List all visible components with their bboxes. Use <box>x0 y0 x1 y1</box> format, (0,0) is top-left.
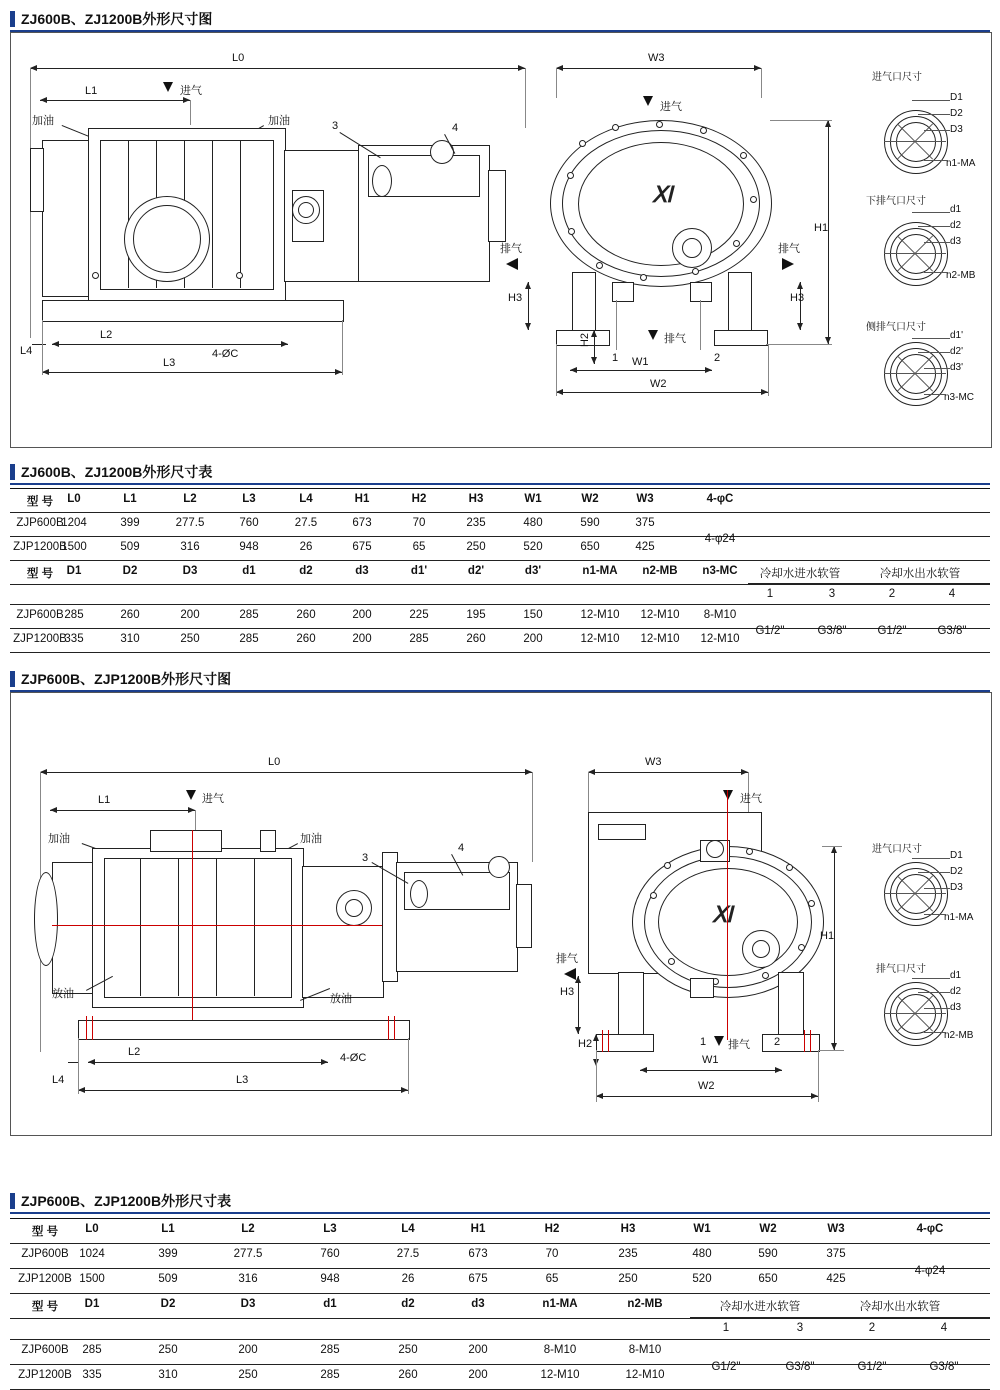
water-hose-value: G1/2" <box>877 625 907 637</box>
table-cell: 27.5 <box>294 517 318 529</box>
table-cell: 260 <box>296 633 316 645</box>
table-cell: 520 <box>692 1273 712 1285</box>
flange3-n3MC: n3-MC <box>944 392 975 403</box>
table-header-型号: 型 号 <box>31 1226 59 1238</box>
table-header-L2: L2 <box>183 493 197 505</box>
water-outlet-header: 冷却水出水软管 <box>859 1301 941 1313</box>
table-header-型号: 型 号 <box>26 496 54 508</box>
section-title-4 <box>10 1190 990 1214</box>
table-header2-d2: d2 <box>299 565 313 577</box>
table-cell: 285 <box>239 609 259 621</box>
table-header2-d2: d2' <box>467 565 485 577</box>
table-cell: 8-M10 <box>628 1344 662 1356</box>
table-cell: 200 <box>352 609 372 621</box>
table-cell-phi-merged: 4-φ24 <box>914 1265 946 1277</box>
dim2-4phiC: 4-ØC <box>340 1052 367 1064</box>
intake-label-4: 进气 <box>740 793 762 805</box>
table-rule <box>10 512 990 513</box>
table-cell: 399 <box>120 517 140 529</box>
table-header-L2: L2 <box>241 1223 255 1235</box>
table-cell: 675 <box>352 541 372 553</box>
flange2-n2MB: n2-MB <box>946 270 976 281</box>
table-cell: 70 <box>412 517 426 529</box>
intake-label-2: 进气 <box>660 101 682 113</box>
table-cell: 250 <box>618 1273 638 1285</box>
water-hose-number: 4 <box>948 588 956 600</box>
table-header2-D3: D3 <box>240 1298 256 1310</box>
flange2-title-intake: 进气口尺寸 <box>872 844 922 855</box>
table-cell: 260 <box>398 1369 418 1381</box>
table-cell: 760 <box>320 1248 340 1260</box>
table-cell: 375 <box>826 1248 846 1260</box>
title-accent-bar-2 <box>10 464 15 480</box>
table-header-L1: L1 <box>161 1223 175 1235</box>
exhaust-left-arrow <box>506 258 518 270</box>
flange1-n1MA: n1-MA <box>946 158 976 169</box>
table-cell: 250 <box>158 1344 178 1356</box>
table-header2-型号: 型 号 <box>26 568 54 580</box>
dim-L3: L3 <box>163 357 176 369</box>
dim-H3-left: H3 <box>508 292 523 304</box>
table-cell: 235 <box>618 1248 638 1260</box>
exhaust-bottom-label: 排气 <box>664 333 686 345</box>
water-hose-number: 3 <box>796 1322 804 1334</box>
table-cell: ZJP1200B <box>18 1369 72 1381</box>
oil-fill-right-label: 加油 <box>268 115 290 127</box>
table-header2-D3: D3 <box>182 565 198 577</box>
table-header2-D1: D1 <box>66 565 82 577</box>
dim2-H1: H1 <box>820 930 835 942</box>
table-header-H3: H3 <box>620 1223 636 1235</box>
flange-title-side-exhaust: 侧排气口尺寸 <box>866 322 926 333</box>
table-rule <box>10 1318 990 1319</box>
table-cell: 200 <box>468 1369 488 1381</box>
table-cell: 8-M10 <box>543 1344 577 1356</box>
flange2b-n2MB: n2-MB <box>944 1030 974 1041</box>
oil-drain-left-label: 放油 <box>52 988 74 1000</box>
table-cell: 509 <box>158 1273 178 1285</box>
table-cell: 480 <box>523 517 543 529</box>
table-cell: 399 <box>158 1248 178 1260</box>
dim-H3-right: H3 <box>790 292 805 304</box>
table-rule <box>10 1293 990 1294</box>
water-inlet-header: 冷却水进水软管 <box>719 1301 801 1313</box>
table-cell: 760 <box>239 517 259 529</box>
callout-2-front: 2 <box>714 352 721 364</box>
exhaust-bottom-arrow <box>648 330 658 340</box>
water-hose-value: G3/8" <box>929 1361 959 1373</box>
table-cell: 285 <box>320 1369 340 1381</box>
table-cell: 590 <box>580 517 600 529</box>
table-cell: 375 <box>635 517 655 529</box>
section-title-2 <box>10 461 990 485</box>
table-cell: ZJP600B <box>16 517 64 529</box>
table-header2-型号: 型 号 <box>31 1301 59 1313</box>
table-header-4-φC: 4-φC <box>706 493 734 505</box>
title-accent-bar-3 <box>10 671 15 687</box>
water-hose-value: G1/2" <box>711 1361 741 1373</box>
table-header2-D1: D1 <box>84 1298 100 1310</box>
table-rule <box>10 488 990 489</box>
table-cell: 1024 <box>79 1248 105 1260</box>
dim2-W1: W1 <box>702 1054 719 1066</box>
water-outlet-header: 冷却水出水软管 <box>879 568 961 580</box>
table-rule <box>748 583 990 584</box>
table-cell: 1204 <box>61 517 87 529</box>
exhaust-left-label: 排气 <box>500 243 522 255</box>
water-hose-number: 2 <box>888 588 896 600</box>
manufacturer-logo: Ⅺ <box>652 182 673 207</box>
table-cell: 520 <box>523 541 543 553</box>
table-cell: 590 <box>758 1248 778 1260</box>
table-rule <box>10 536 990 537</box>
table-rule <box>10 1243 990 1244</box>
table-rule <box>10 604 990 605</box>
oil-drain-right-label: 放油 <box>330 993 352 1005</box>
flange2b-d2: d2 <box>950 986 962 997</box>
water-hose-number: 2 <box>868 1322 876 1334</box>
table-cell: 285 <box>239 633 259 645</box>
table-rule <box>10 1339 990 1340</box>
callout-3: 3 <box>332 120 339 132</box>
table-rule <box>10 1268 990 1269</box>
table-rule <box>10 584 990 585</box>
table-cell: 12-M10 <box>700 633 740 645</box>
table-cell: 650 <box>580 541 600 553</box>
table-header2-d1: d1' <box>410 565 428 577</box>
table-header-W2: W2 <box>581 493 599 505</box>
table-cell: 335 <box>64 633 84 645</box>
dim2-L1: L1 <box>98 794 111 806</box>
table-cell: 277.5 <box>233 1248 263 1260</box>
water-hose-value: G3/8" <box>817 625 847 637</box>
section-title-2-text: ZJ600B、ZJ1200B外形尺寸表 <box>21 464 213 480</box>
table-header-L3: L3 <box>242 493 256 505</box>
table-header-W3: W3 <box>636 493 654 505</box>
dim2-W2: W2 <box>698 1080 715 1092</box>
dim-4phiC-1: 4-ØC <box>212 348 239 360</box>
table-header2-d1: d1 <box>242 565 256 577</box>
dim-W3: W3 <box>648 52 665 64</box>
table-rule <box>10 1218 990 1219</box>
callout2-2-front: 2 <box>774 1036 781 1048</box>
table-cell: 12-M10 <box>580 609 620 621</box>
table-header-W2: W2 <box>759 1223 777 1235</box>
water-hose-value: G3/8" <box>785 1361 815 1373</box>
table-cell: ZJP600B <box>21 1344 69 1356</box>
dim-W1: W1 <box>632 356 649 368</box>
table-cell: 316 <box>238 1273 258 1285</box>
section-title-3 <box>10 668 990 692</box>
table-header-W1: W1 <box>524 493 542 505</box>
flange3-d1p: d1' <box>950 330 964 341</box>
table-header-H2: H2 <box>411 493 427 505</box>
table-header2-d3: d3' <box>524 565 542 577</box>
table-header2-d3: d3 <box>471 1298 485 1310</box>
dim2-H3: H3 <box>560 986 575 998</box>
table-header2-d3: d3 <box>355 565 369 577</box>
table-cell: 12-M10 <box>540 1369 580 1381</box>
table-cell: 250 <box>238 1369 258 1381</box>
dim-L0: L0 <box>232 52 245 64</box>
table-cell: 425 <box>635 541 655 553</box>
table-header2-n2-MB: n2-MB <box>627 1298 663 1310</box>
intake-label-3: 进气 <box>202 793 224 805</box>
flange2-d3: d3 <box>950 236 962 247</box>
exhaust2-bottom-arrow <box>714 1036 724 1046</box>
section-title-4-text: ZJP600B、ZJP1200B外形尺寸表 <box>21 1193 232 1209</box>
flange2-d1: d1 <box>950 204 962 215</box>
table-cell: 12-M10 <box>640 633 680 645</box>
flange-title-bottom-exhaust: 下排气口尺寸 <box>866 196 926 207</box>
section-title-1 <box>10 8 990 32</box>
table-header-H1: H1 <box>354 493 370 505</box>
intake-arrow-1 <box>163 82 173 92</box>
water-hose-number: 1 <box>722 1322 730 1334</box>
table-cell: 1500 <box>61 541 87 553</box>
dim2-W3: W3 <box>645 756 662 768</box>
callout-1-front: 1 <box>612 352 619 364</box>
table-cell: 235 <box>466 517 486 529</box>
table-header-H2: H2 <box>544 1223 560 1235</box>
table-cell: 285 <box>82 1344 102 1356</box>
table-cell: ZJP600B <box>21 1248 69 1260</box>
table-cell: 948 <box>320 1273 340 1285</box>
water-hose-value: G1/2" <box>755 625 785 637</box>
exhaust2-left-label: 排气 <box>556 953 578 965</box>
table-header-W3: W3 <box>827 1223 845 1235</box>
table-cell: 310 <box>120 633 140 645</box>
oil-fill-left-label: 加油 <box>32 115 54 127</box>
dim-L2: L2 <box>100 329 113 341</box>
dim2-L4: L4 <box>52 1074 65 1086</box>
table-cell: 260 <box>466 633 486 645</box>
callout2-4: 4 <box>458 842 465 854</box>
table-cell: 277.5 <box>175 517 205 529</box>
water-hose-number: 3 <box>828 588 836 600</box>
flange-title-intake: 进气口尺寸 <box>872 72 922 83</box>
table-header2-D2: D2 <box>160 1298 176 1310</box>
flange3-d2p: d2' <box>950 346 964 357</box>
table-cell: 27.5 <box>396 1248 420 1260</box>
oil-fill-left-label-2: 加油 <box>48 833 70 845</box>
table-header2-n2-MB: n2-MB <box>642 565 678 577</box>
dim-H1: H1 <box>814 222 829 234</box>
table-rule <box>690 1317 990 1318</box>
table-cell: 310 <box>158 1369 178 1381</box>
exhaust2-bottom-label: 排气 <box>728 1039 750 1051</box>
table-cell: 285 <box>64 609 84 621</box>
table-cell: 425 <box>826 1273 846 1285</box>
dim-L1: L1 <box>85 85 98 97</box>
table-cell: ZJP1200B <box>13 633 67 645</box>
table-cell: 650 <box>758 1273 778 1285</box>
dim-L4: L4 <box>20 345 33 357</box>
flange2b-d3: d3 <box>950 1002 962 1013</box>
table-cell: 480 <box>692 1248 712 1260</box>
table-cell: 673 <box>468 1248 488 1260</box>
table-header-L4: L4 <box>401 1223 415 1235</box>
flange1-D1: D1 <box>950 92 963 103</box>
table-cell: 509 <box>120 541 140 553</box>
table-cell: 250 <box>466 541 486 553</box>
oil-fill-right-label-2: 加油 <box>300 833 322 845</box>
table-header2-d1: d1 <box>323 1298 337 1310</box>
flange1-D3: D3 <box>950 124 963 135</box>
flange2a-D3: D3 <box>950 882 963 893</box>
section-title-1-text: ZJ600B、ZJ1200B外形尺寸图 <box>21 11 213 27</box>
flange2a-D1: D1 <box>950 850 963 861</box>
table-rule <box>10 1364 990 1365</box>
table-cell: 200 <box>238 1344 258 1356</box>
table-cell: 285 <box>320 1344 340 1356</box>
table-cell: ZJP1200B <box>18 1273 72 1285</box>
table-header2-n1-MA: n1-MA <box>582 565 618 577</box>
table-header-H3: H3 <box>468 493 484 505</box>
table-cell: 70 <box>545 1248 559 1260</box>
exhaust-right-label: 排气 <box>778 243 800 255</box>
table-cell: 195 <box>466 609 486 621</box>
table-cell: 8-M10 <box>703 609 737 621</box>
table-cell: 673 <box>352 517 372 529</box>
table-header-L1: L1 <box>123 493 137 505</box>
table-header-H1: H1 <box>470 1223 486 1235</box>
callout-4: 4 <box>452 122 459 134</box>
table-cell: 12-M10 <box>625 1369 665 1381</box>
flange2-title-exhaust: 排气口尺寸 <box>876 964 926 975</box>
table-cell: 260 <box>120 609 140 621</box>
water-hose-value: G3/8" <box>937 625 967 637</box>
exhaust-right-arrow <box>782 258 794 270</box>
water-hose-value: G1/2" <box>857 1361 887 1373</box>
table-cell: 200 <box>468 1344 488 1356</box>
table-cell: 225 <box>409 609 429 621</box>
table-header-W1: W1 <box>693 1223 711 1235</box>
table-cell: 65 <box>545 1273 559 1285</box>
dim-W2: W2 <box>650 378 667 390</box>
intake-label-1: 进气 <box>180 85 202 97</box>
flange2a-D2: D2 <box>950 866 963 877</box>
dim2-L0: L0 <box>268 756 281 768</box>
table-cell: 250 <box>180 633 200 645</box>
flange3-d3p: d3' <box>950 362 964 373</box>
water-hose-number: 4 <box>940 1322 948 1334</box>
table-cell: 335 <box>82 1369 102 1381</box>
dim2-L3: L3 <box>236 1074 249 1086</box>
table-cell: ZJP600B <box>16 609 64 621</box>
title-accent-bar-4 <box>10 1193 15 1209</box>
table-cell: 250 <box>398 1344 418 1356</box>
table-cell: 675 <box>468 1273 488 1285</box>
table-cell: 948 <box>239 541 259 553</box>
callout2-1-front: 1 <box>700 1036 707 1048</box>
callout2-3: 3 <box>362 852 369 864</box>
flange1-D2: D2 <box>950 108 963 119</box>
water-hose-number: 1 <box>766 588 774 600</box>
table-cell: 200 <box>523 633 543 645</box>
table-cell: 200 <box>180 609 200 621</box>
section-title-3-text: ZJP600B、ZJP1200B外形尺寸图 <box>21 671 232 687</box>
table-cell: 1500 <box>79 1273 105 1285</box>
table-cell: 65 <box>412 541 426 553</box>
table-header-4-φC: 4-φC <box>916 1223 944 1235</box>
table-rule <box>10 652 990 653</box>
table-header-L4: L4 <box>299 493 313 505</box>
title-accent-bar <box>10 11 15 27</box>
intake-arrow-2 <box>643 96 653 106</box>
dim2-H2: H2 <box>578 1038 593 1050</box>
table-cell: 26 <box>401 1273 415 1285</box>
flange2a-n1MA: n1-MA <box>944 912 974 923</box>
table-cell: 12-M10 <box>580 633 620 645</box>
flange2-d2: d2 <box>950 220 962 231</box>
flange2b-d1: d1 <box>950 970 962 981</box>
manufacturer-logo-2: Ⅺ <box>712 902 733 927</box>
table-header2-D2: D2 <box>122 565 138 577</box>
table-cell-phi-merged: 4-φ24 <box>704 533 736 545</box>
table-cell: 12-M10 <box>640 609 680 621</box>
intake-arrow-3 <box>186 790 196 800</box>
table-cell: 150 <box>523 609 543 621</box>
table-header-L3: L3 <box>323 1223 337 1235</box>
table-cell: 260 <box>296 609 316 621</box>
table-cell: 26 <box>299 541 313 553</box>
table-header2-n3-MC: n3-MC <box>702 565 738 577</box>
table-rule <box>10 560 990 561</box>
table-cell: ZJP1200B <box>13 541 67 553</box>
table-cell: 200 <box>352 633 372 645</box>
water-inlet-header: 冷却水进水软管 <box>759 568 841 580</box>
dim2-L2: L2 <box>128 1046 141 1058</box>
table-cell: 316 <box>180 541 200 553</box>
table-header2-n1-MA: n1-MA <box>542 1298 578 1310</box>
table-header2-d2: d2 <box>401 1298 415 1310</box>
table-header-L0: L0 <box>85 1223 99 1235</box>
dim-H2: H2 <box>579 332 592 348</box>
intake-arrow-4 <box>723 790 733 800</box>
table-cell: 285 <box>409 633 429 645</box>
table-header-L0: L0 <box>67 493 81 505</box>
